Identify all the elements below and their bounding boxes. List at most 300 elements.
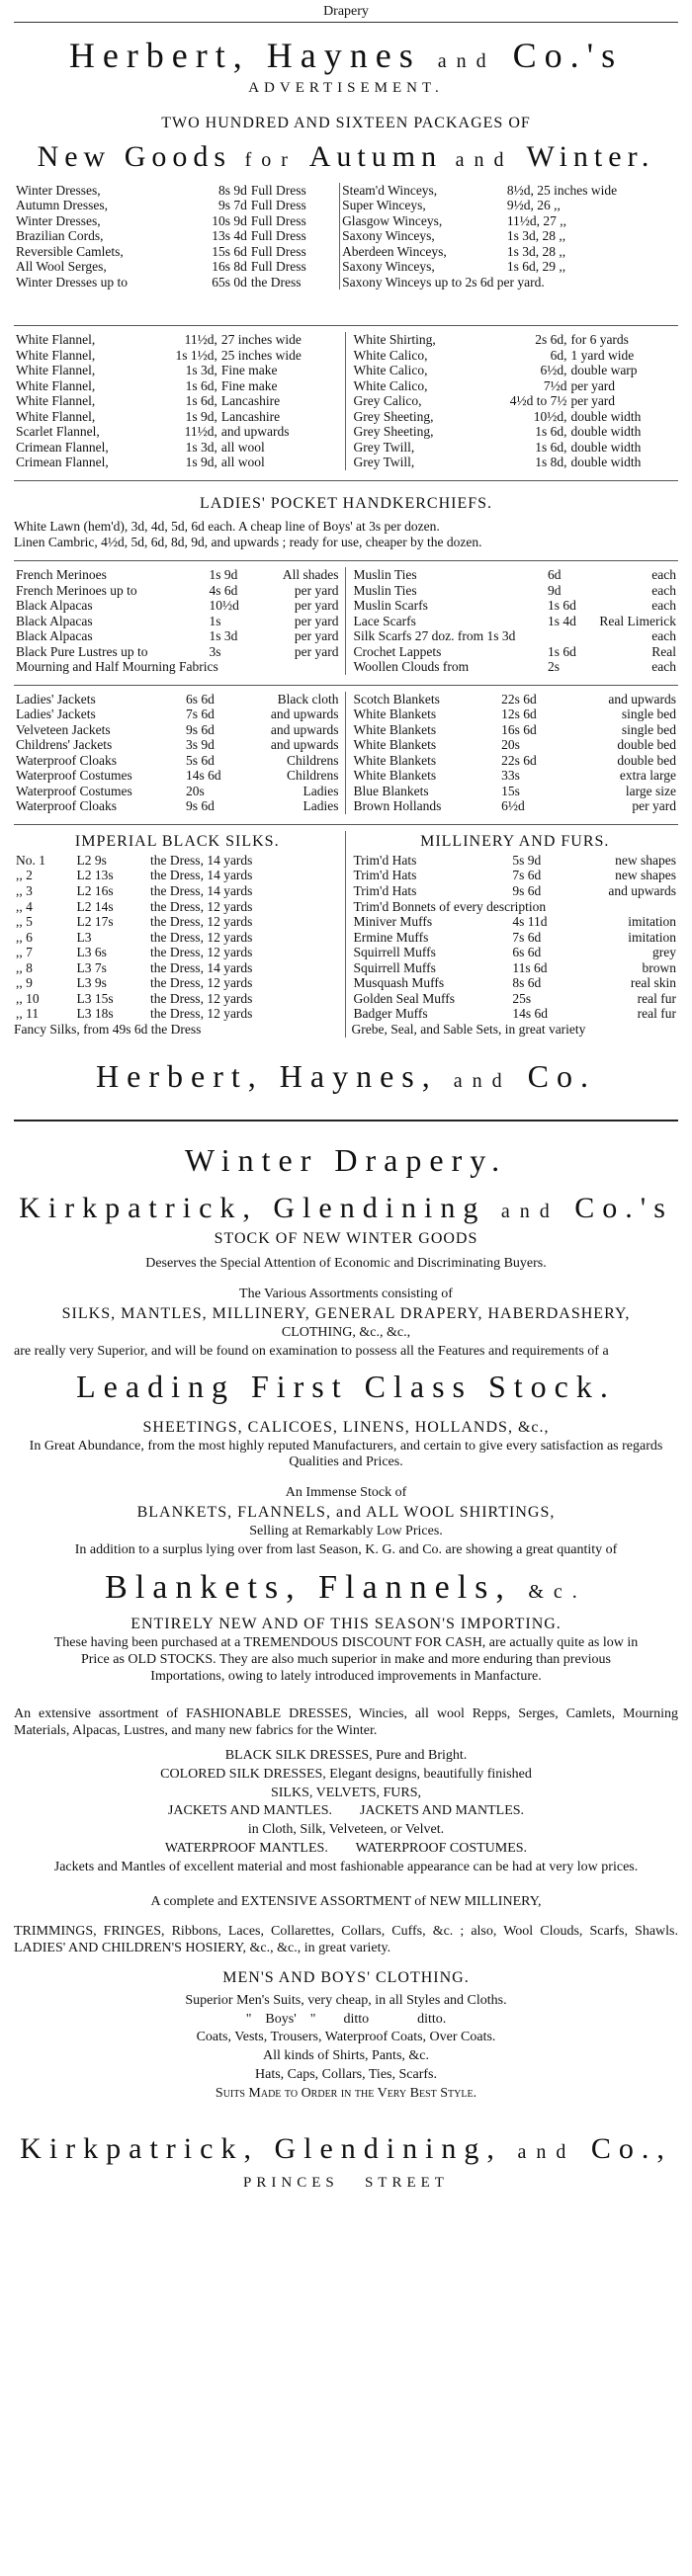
dress-cell: Reversible Camlets, bbox=[16, 243, 124, 259]
flannel-right-row bbox=[352, 440, 679, 456]
blankets-line: BLANKETS, FLANNELS, and ALL WOOL SHIRTINGS, bbox=[136, 1503, 556, 1521]
jacket-cell: Ladies' Jackets bbox=[16, 706, 96, 722]
dress-cell: Winter Dresses up to bbox=[16, 274, 129, 290]
jacket-cell: Childrens bbox=[287, 752, 339, 768]
millinery-table bbox=[352, 853, 679, 1022]
flannel-right-cell: 10½d, bbox=[533, 408, 567, 424]
mens-line-4: All kinds of Shirts, Pants, &c. bbox=[262, 2048, 429, 2064]
muslin-cell: each bbox=[651, 567, 676, 583]
silk-row bbox=[14, 991, 341, 1007]
blanket-cell: 16s 6d bbox=[501, 721, 537, 737]
silk-row bbox=[14, 945, 341, 960]
blanket-row bbox=[352, 768, 679, 784]
millinery-cell: real fur bbox=[637, 990, 676, 1006]
flannel-left-row bbox=[14, 332, 341, 348]
muslin-row bbox=[352, 659, 679, 675]
blanket-cell: White Blankets bbox=[353, 721, 437, 737]
divider bbox=[14, 824, 678, 825]
blanket-row bbox=[352, 753, 679, 769]
jacket-row bbox=[14, 737, 341, 753]
flannel-left-cell: 1s 3d, bbox=[185, 439, 217, 455]
flannel-left-cell: Lancashire bbox=[220, 408, 281, 424]
dress-row bbox=[14, 275, 678, 291]
jacket-cell: and upwards bbox=[270, 721, 339, 737]
silk-cell: ,, 4 bbox=[16, 898, 33, 914]
stock-word: Stock. bbox=[487, 1369, 616, 1405]
divider bbox=[14, 685, 678, 686]
muslin-row bbox=[352, 583, 679, 599]
kirkpatrick-footer-firm bbox=[14, 2132, 678, 2165]
flannel-left-row bbox=[14, 348, 341, 364]
flannel-right-cell: 1s 6d, bbox=[535, 439, 567, 455]
jacket-cell: 20s bbox=[185, 783, 205, 798]
millinery-cell: 8s 6d bbox=[512, 975, 542, 991]
merino-cell: Black Pure Lustres up to bbox=[16, 643, 148, 659]
flannel-left-cell: Crimean Flannel, bbox=[16, 439, 109, 455]
flannel-left-cell: 1s 6d, bbox=[185, 393, 217, 409]
millinery-row bbox=[352, 975, 679, 991]
flannel-right-cell: 1s 8d, bbox=[535, 455, 567, 470]
millinery-cell: 7s 6d bbox=[512, 868, 542, 883]
flannel-left-row bbox=[14, 409, 341, 425]
muslin-table bbox=[352, 567, 679, 675]
silk-row bbox=[14, 853, 341, 869]
merino-cell: 10½d bbox=[209, 598, 239, 614]
flannel-right-cell: 2s 6d, bbox=[535, 332, 567, 348]
millinery-cell: real skin bbox=[630, 975, 676, 991]
leading-word: Leading bbox=[76, 1369, 235, 1405]
black-silk-line: BLACK SILK DRESSES, Pure and Bright. bbox=[224, 1747, 468, 1763]
millinery-cell: 25s bbox=[512, 990, 532, 1006]
flannel-left-cell: 27 inches wide bbox=[220, 332, 302, 348]
flannel-left-cell: White Flannel, bbox=[16, 377, 96, 393]
merino-row bbox=[14, 628, 341, 644]
deserves-line: Deserves the Special Attention of Economic and Discriminating Buyers. bbox=[145, 1256, 547, 1272]
flannel-left-cell: 25 inches wide bbox=[220, 347, 302, 363]
muslin-cell: Muslin Ties bbox=[353, 567, 417, 583]
flannel-right-cell: White Calico, bbox=[353, 347, 428, 363]
millinery-cell: imitation bbox=[628, 914, 676, 930]
blanket-cell: White Blankets bbox=[353, 737, 437, 753]
millinery-row bbox=[352, 899, 679, 915]
blanket-cell: extra large bbox=[619, 768, 676, 784]
flannel-left-cell: Fine make bbox=[220, 363, 278, 378]
muslin-cell: 1s 6d bbox=[547, 598, 576, 614]
flannel-right-cell: Grey Twill, bbox=[353, 455, 415, 470]
dress-cell: 1s 3d, 28 ,, bbox=[506, 228, 566, 244]
page-header: Drapery bbox=[14, 0, 678, 23]
silk-cell: the Dress, 12 yards bbox=[149, 1006, 253, 1022]
silk-cell: the Dress, 14 yards bbox=[149, 852, 253, 868]
divider bbox=[14, 560, 678, 561]
dress-cell: Full Dress bbox=[250, 228, 306, 244]
merino-cell: per yard bbox=[294, 628, 339, 644]
kg-footer-3: and bbox=[517, 2140, 576, 2163]
jacket-cell: 6s 6d bbox=[185, 691, 215, 706]
silk-cell: the Dress, 12 yards bbox=[149, 929, 253, 945]
bf-1: Blankets, bbox=[105, 1568, 303, 1606]
silk-cell: L2 9s bbox=[76, 852, 107, 868]
flannels-left-table bbox=[14, 332, 341, 470]
silk-row bbox=[14, 914, 341, 930]
new-goods-heading bbox=[14, 140, 678, 173]
flannel-right-cell: double width bbox=[570, 408, 642, 424]
jacket-cell: Ladies bbox=[303, 783, 339, 798]
silk-cell: ,, 8 bbox=[16, 959, 33, 975]
herbert-firm-heading bbox=[14, 37, 678, 76]
jacket-cell: 9s 6d bbox=[185, 798, 215, 814]
blanket-cell: per yard bbox=[632, 798, 676, 814]
flannels-right-table bbox=[352, 332, 679, 470]
dress-cell: 9½d, 26 ,, bbox=[506, 198, 561, 213]
dress-cell: All Wool Serges, bbox=[16, 259, 107, 275]
silk-cell: L2 17s bbox=[76, 914, 114, 930]
muslin-cell: Silk Scarfs 27 doz. from 1s 3d bbox=[353, 628, 516, 644]
first-word: First bbox=[250, 1369, 349, 1405]
flannel-right-cell: White Calico, bbox=[353, 363, 428, 378]
blanket-cell: single bed bbox=[621, 721, 676, 737]
flannel-right-cell: Grey Calico, bbox=[353, 393, 422, 409]
blanket-cell: 12s 6d bbox=[501, 706, 537, 722]
blanket-cell: 6½d bbox=[501, 798, 525, 814]
flannel-right-cell: double width bbox=[570, 455, 642, 470]
kirkpatrick-firm-heading bbox=[14, 1192, 678, 1224]
muslin-cell: 9d bbox=[547, 582, 562, 598]
firm-word-3: and bbox=[437, 50, 496, 72]
dress-cell: 65s 0d bbox=[212, 274, 247, 290]
silk-cell: the Dress, 14 yards bbox=[149, 959, 253, 975]
jacket-row bbox=[14, 784, 341, 799]
merino-cell: 3s bbox=[209, 643, 221, 659]
dress-cell: Winter Dresses, bbox=[16, 212, 101, 228]
millinery-cell: Trim'd Hats bbox=[353, 882, 417, 898]
flannel-right-row bbox=[352, 332, 679, 348]
dress-cell: the Dress bbox=[250, 274, 302, 290]
silk-cell: L3 15s bbox=[76, 990, 114, 1006]
newgoods-6: Winter. bbox=[526, 139, 655, 173]
suits-line: Suits Made to Order in the Very Best Style. bbox=[215, 2085, 477, 2101]
jacket-cell: Waterproof Cloaks bbox=[16, 752, 118, 768]
jacket-row bbox=[14, 753, 341, 769]
dress-cell: Full Dress bbox=[250, 259, 306, 275]
dress-cell: 15s 6d bbox=[212, 243, 247, 259]
kg-firm-4: Co.'s bbox=[574, 1192, 673, 1225]
blanket-cell: 33s bbox=[501, 768, 520, 784]
firm-word-4: Co.'s bbox=[512, 36, 624, 75]
footer-firm-2: Haynes, bbox=[279, 1057, 438, 1094]
jacket-cell: Velveteen Jackets bbox=[16, 721, 111, 737]
abundance-para: In Great Abundance, from the most highly reputed Manufacturers, and certain to give every satisfaction as regards Qualities and Prices. bbox=[29, 1438, 663, 1470]
millinery-cell: 9s 6d bbox=[512, 882, 542, 898]
flannel-left-row bbox=[14, 393, 341, 409]
millinery-row bbox=[352, 853, 679, 869]
silk-cell: L3 6s bbox=[76, 945, 107, 960]
footer-firm-3: and bbox=[453, 1069, 512, 1092]
hankies-title: LADIES' POCKET HANDKERCHIEFS. bbox=[199, 494, 493, 512]
silk-cell: the Dress, 14 yards bbox=[149, 882, 253, 898]
jacket-row bbox=[14, 692, 341, 707]
jacket-row bbox=[14, 722, 341, 738]
merino-cell: Black Alpacas bbox=[16, 628, 93, 644]
silk-cell: L2 14s bbox=[76, 898, 114, 914]
millinery-row bbox=[352, 914, 679, 930]
muslin-cell: Woollen Clouds from bbox=[353, 659, 470, 675]
millinery-cell: Squirrell Muffs bbox=[353, 945, 436, 960]
millinery-cell: 4s 11d bbox=[512, 914, 548, 930]
flannel-left-cell: 1s 6d, bbox=[185, 377, 217, 393]
merino-cell: per yard bbox=[294, 613, 339, 628]
blanket-cell: White Blankets bbox=[353, 752, 437, 768]
dress-cell: 8½d, 25 inches wide bbox=[506, 182, 618, 198]
flannel-right-cell: per yard bbox=[570, 393, 616, 409]
muslin-cell: Real bbox=[651, 643, 676, 659]
millinery-cell: new shapes bbox=[615, 852, 676, 868]
silk-cell: the Dress, 12 yards bbox=[149, 914, 253, 930]
flannel-left-cell: White Flannel, bbox=[16, 332, 96, 348]
dress-cell: Full Dress bbox=[250, 243, 306, 259]
jacket-row bbox=[14, 798, 341, 814]
silk-cell: ,, 11 bbox=[16, 1006, 40, 1022]
merino-row bbox=[14, 567, 341, 583]
silk-cell: L3 9s bbox=[76, 975, 107, 991]
silk-row bbox=[14, 975, 341, 991]
muslin-cell: Muslin Ties bbox=[353, 582, 417, 598]
jacket-cell: 3s 9d bbox=[185, 737, 215, 753]
dress-cell: Saxony Winceys up to 2s 6d per yard. bbox=[340, 275, 678, 291]
silks-table bbox=[14, 853, 341, 1022]
millinery-row bbox=[352, 960, 679, 976]
millinery-cell: Squirrell Muffs bbox=[353, 959, 436, 975]
flannel-left-row bbox=[14, 378, 341, 394]
muslin-cell: 1s 6d bbox=[547, 643, 576, 659]
silk-row bbox=[14, 960, 341, 976]
blanket-row bbox=[352, 784, 679, 799]
jackets-mantles-line: JACKETS AND MANTLES. JACKETS AND MANTLES. bbox=[167, 1803, 525, 1819]
silk-cell: the Dress, 14 yards bbox=[149, 868, 253, 883]
jackets-para: Jackets and Mantles of excellent material and most fashionable appearance can be had at very low prices. bbox=[53, 1859, 639, 1874]
firm-word-1: Herbert, bbox=[68, 36, 250, 75]
divider bbox=[14, 480, 678, 481]
bf-3: &c. bbox=[528, 1580, 587, 1603]
flannel-left-cell: 1s 9d, bbox=[185, 408, 217, 424]
dress-row bbox=[14, 213, 678, 229]
merino-cell: 1s 3d bbox=[209, 628, 238, 644]
purchased-para: These having been purchased at a TREMENDOUS DISCOUNT FOR CASH, are actually quite as low in Price as OLD STOCKS. They are also much superior in make and more enduring than previous Importations, owing to lately introduced improvements in Manfacture. bbox=[53, 1634, 639, 1684]
silk-row bbox=[14, 1006, 341, 1022]
muslin-cell: Real Limerick bbox=[599, 613, 676, 628]
millinery-row bbox=[352, 1006, 679, 1022]
winter-word: Winter bbox=[184, 1142, 319, 1178]
blanket-cell: White Blankets bbox=[353, 706, 437, 722]
silk-cell: L2 16s bbox=[76, 882, 114, 898]
mens-line-5: Hats, Caps, Collars, Ties, Scarfs. bbox=[255, 2067, 437, 2083]
flannel-right-row bbox=[352, 424, 679, 440]
merino-cell: Black Alpacas bbox=[16, 613, 93, 628]
jacket-cell: and upwards bbox=[270, 737, 339, 753]
jacket-cell: Waterproof Costumes bbox=[16, 768, 132, 784]
silk-cell: ,, 5 bbox=[16, 914, 33, 930]
footer-firm-1: Herbert, bbox=[96, 1057, 264, 1094]
dress-row bbox=[14, 228, 678, 244]
mens-line-3: Coats, Vests, Trousers, Waterproof Coats, Over Coats. bbox=[196, 2030, 496, 2045]
flannel-left-cell: Crimean Flannel, bbox=[16, 455, 109, 470]
footer-firm-4: Co. bbox=[527, 1057, 596, 1094]
blanket-cell: Scotch Blankets bbox=[353, 691, 440, 706]
merino-row bbox=[14, 659, 341, 675]
fancy-silks: Fancy Silks, from 49s 6d the Dress bbox=[14, 1021, 202, 1037]
entirely-new-line: ENTIRELY NEW AND OF THIS SEASON'S IMPORTING. bbox=[130, 1615, 562, 1632]
herbert-footer-firm bbox=[14, 1059, 678, 1094]
merino-cell: 1s 9d bbox=[209, 567, 238, 583]
silks-title: IMPERIAL BLACK SILKS. bbox=[74, 832, 280, 850]
immense-line: An Immense Stock of bbox=[285, 1485, 407, 1501]
divider bbox=[14, 325, 678, 326]
millinery-cell: 6s 6d bbox=[512, 945, 542, 960]
flannel-left-cell: 11½d, bbox=[184, 424, 217, 440]
millinery-cell: imitation bbox=[628, 929, 676, 945]
trimmings-para: TRIMMINGS, FRINGES, Ribbons, Laces, Collarettes, Collars, Cuffs, &c. ; also, Wool Clouds, Scarfs, Shawls. LADIES' AND CHILDREN'S HOSIERY, &c., &c., in great variety. bbox=[14, 1924, 678, 1956]
millinery-cell: Golden Seal Muffs bbox=[353, 990, 455, 1006]
muslin-cell bbox=[546, 628, 584, 644]
selling-line: Selling at Remarkably Low Prices. bbox=[249, 1523, 443, 1538]
dress-cell: Saxony Winceys, bbox=[340, 259, 505, 275]
flannel-right-cell: Grey Sheeting, bbox=[353, 408, 434, 424]
millinery-row bbox=[352, 868, 679, 883]
flannel-left-cell: all wool bbox=[220, 455, 265, 470]
jacket-cell: Ladies' Jackets bbox=[16, 691, 96, 706]
silk-row bbox=[14, 883, 341, 899]
jacket-cell: Black cloth bbox=[277, 691, 339, 706]
blankets-flannels-heading bbox=[14, 1569, 678, 1606]
muslin-cell: 6d bbox=[547, 567, 562, 583]
millinery-row bbox=[352, 883, 679, 899]
flannel-right-cell: 6d, bbox=[550, 347, 567, 363]
millinery-cell: Trim'd Hats bbox=[353, 868, 417, 883]
silks-velvets-line: SILKS, VELVETS, FURS, bbox=[270, 1785, 422, 1800]
dress-cell: 10s 9d bbox=[212, 212, 247, 228]
muslin-cell: each bbox=[651, 598, 676, 614]
flannel-left-cell: White Flannel, bbox=[16, 408, 96, 424]
kg-firm-2: Glendining bbox=[273, 1192, 486, 1225]
flannel-right-cell: 6½d, bbox=[540, 363, 567, 378]
silk-cell: the Dress, 12 yards bbox=[149, 990, 253, 1006]
silks-section bbox=[14, 831, 678, 1038]
jacket-cell: 5s 6d bbox=[185, 752, 215, 768]
advertisement-label: ADVERTISEMENT. bbox=[248, 79, 444, 96]
princes-street: PRINCES STREET bbox=[243, 2174, 449, 2191]
flannel-right-cell: 4½d to 7½ bbox=[509, 393, 567, 409]
silk-cell: ,, 2 bbox=[16, 868, 33, 883]
newgoods-2: Goods bbox=[124, 139, 232, 173]
dress-cell: Autumn Dresses, bbox=[16, 198, 108, 213]
flannel-right-row bbox=[352, 455, 679, 470]
blanket-cell: 15s bbox=[501, 783, 520, 798]
millinery-cell: Miniver Muffs bbox=[353, 914, 433, 930]
jacket-cell: Waterproof Cloaks bbox=[16, 798, 118, 814]
flannel-right-row bbox=[352, 348, 679, 364]
section-divider bbox=[14, 1120, 678, 1122]
jacket-cell: Childrens bbox=[287, 768, 339, 784]
dress-cell: Full Dress bbox=[250, 198, 306, 213]
muslin-row bbox=[352, 598, 679, 614]
muslin-cell: Lace Scarfs bbox=[353, 613, 416, 628]
leading-first-class-heading bbox=[14, 1370, 678, 1404]
flannel-right-cell: double width bbox=[570, 424, 642, 440]
millinery-cell: Ermine Muffs bbox=[353, 929, 429, 945]
dress-row bbox=[14, 198, 678, 213]
muslin-cell: Muslin Scarfs bbox=[353, 598, 428, 614]
silk-cell: the Dress, 12 yards bbox=[149, 945, 253, 960]
cloth-line: in Cloth, Silk, Velveteen, or Velvet. bbox=[247, 1822, 445, 1838]
merino-cell: All shades bbox=[282, 567, 339, 583]
flannel-left-cell: 1s 3d, bbox=[185, 363, 217, 378]
blanket-cell: single bed bbox=[621, 706, 676, 722]
waterproof-line: WATERPROOF MANTLES. WATERPROOF COSTUMES. bbox=[164, 1840, 528, 1856]
muslin-row bbox=[352, 614, 679, 629]
silk-cell: No. 1 bbox=[16, 852, 45, 868]
dress-cell: 9s 7d bbox=[218, 198, 247, 213]
flannel-right-cell: double warp bbox=[570, 363, 638, 378]
dress-row bbox=[14, 259, 678, 275]
blankets-table bbox=[352, 692, 679, 814]
mens-line-1: Superior Men's Suits, very cheap, in all Styles and Cloths. bbox=[185, 1992, 507, 2008]
millinery-cell: 14s 6d bbox=[512, 1006, 549, 1022]
merino-cell: Mourning and Half Mourning Fabrics bbox=[16, 659, 218, 675]
merino-row bbox=[14, 614, 341, 629]
dress-cell: 16s 8d bbox=[212, 259, 247, 275]
flannel-left-cell: White Flannel, bbox=[16, 363, 96, 378]
winter-drapery-heading bbox=[14, 1143, 678, 1178]
merino-cell: 1s bbox=[209, 613, 221, 628]
kg-footer-4: Co., bbox=[590, 2131, 672, 2165]
jackets-table bbox=[14, 692, 341, 814]
blanket-row bbox=[352, 692, 679, 707]
jacket-cell: Waterproof Costumes bbox=[16, 783, 132, 798]
millinery-cell: grey bbox=[652, 945, 676, 960]
millinery-cell: 5s 9d bbox=[512, 852, 542, 868]
flannel-left-cell: all wool bbox=[220, 439, 265, 455]
dress-cell: 8s 9d bbox=[218, 182, 247, 198]
various-line: The Various Assortments consisting of bbox=[239, 1286, 453, 1301]
millinery-row bbox=[352, 945, 679, 960]
muslin-cell: 1s 4d bbox=[547, 613, 576, 628]
silk-cell: ,, 3 bbox=[16, 882, 33, 898]
silk-cell: ,, 7 bbox=[16, 945, 33, 960]
newgoods-4: Autumn bbox=[308, 139, 443, 173]
flannel-right-cell: 1s 6d, bbox=[535, 424, 567, 440]
jacket-cell: Childrens' Jackets bbox=[16, 737, 113, 753]
muslin-row bbox=[352, 628, 679, 644]
extensive-para: An extensive assortment of FASHIONABLE DRESSES, Wincies, all wool Repps, Serges, Camlets, Mourning Materials, Alpacas, Lustres, and many new fabrics for the Winter. bbox=[14, 1706, 678, 1739]
blanket-cell: 22s 6d bbox=[501, 691, 537, 706]
millinery-cell: Trim'd Bonnets of every description bbox=[353, 898, 547, 914]
newgoods-1: New bbox=[37, 139, 112, 173]
flannel-right-cell: for 6 yards bbox=[570, 332, 629, 348]
dress-row bbox=[14, 244, 678, 260]
complete-line: A complete and EXTENSIVE ASSORTMENT of NEW MILLINERY, bbox=[150, 1893, 542, 1909]
merino-cell: French Merinoes bbox=[16, 567, 107, 583]
millinery-cell: 11s 6d bbox=[512, 959, 548, 975]
mens-title: MEN'S AND BOYS' CLOTHING. bbox=[222, 1968, 470, 1986]
flannel-right-cell: 7½d bbox=[543, 377, 567, 393]
dress-cell: Glasgow Winceys, bbox=[340, 213, 505, 229]
jacket-row bbox=[14, 706, 341, 722]
jacket-cell: 14s 6d bbox=[185, 768, 221, 784]
millinery-row bbox=[352, 930, 679, 946]
surplus-para: In addition to a surplus lying over from last Season, K. G. and Co. are showing a great quantity of bbox=[74, 1541, 618, 1557]
blanket-row bbox=[352, 737, 679, 753]
flannel-left-row bbox=[14, 363, 341, 378]
